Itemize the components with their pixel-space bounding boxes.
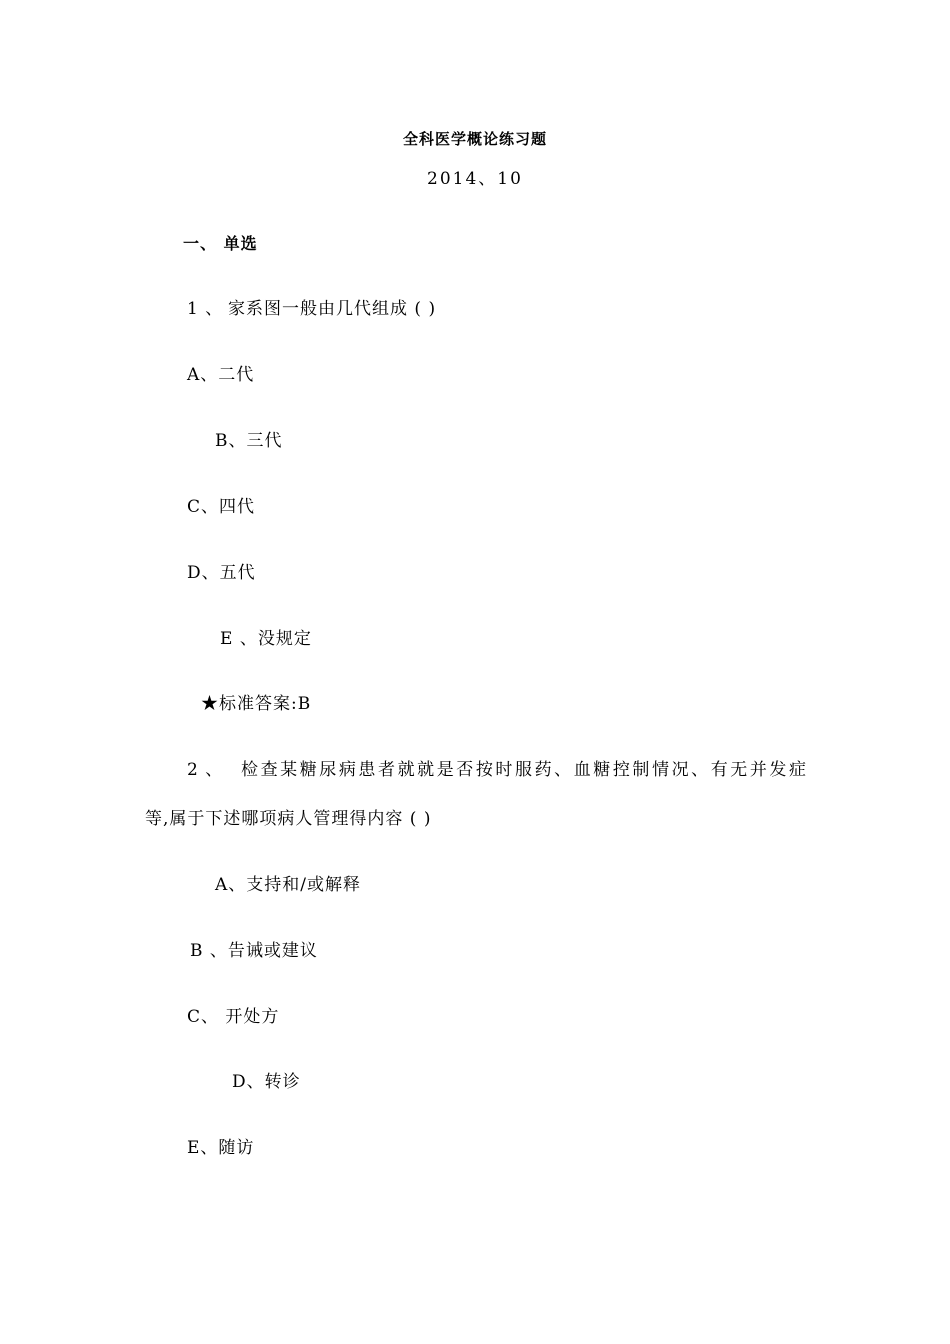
option-c: C、四代 [187,497,256,517]
option-b: B 、告诫或建议 [190,941,318,961]
option-e: E 、没规定 [220,629,312,649]
question-stem-line-2: 等,属于下述哪项病人管理得内容 ( ) [145,809,432,829]
question-number: 1 、 [187,299,224,319]
option-e: E、随访 [187,1138,255,1158]
option-d: D、五代 [187,563,256,583]
section-heading: 一、 单选 [183,234,258,253]
answer-key: ★标准答案:B [201,694,312,714]
option-a: A、二代 [187,365,255,385]
document-title: 全科医学概论练习题 [402,130,547,148]
document-date: 2014、10 [427,169,523,189]
question-stem-line-1: 检查某糖尿病患者就就是否按时服药、血糖控制情况、有无并发症 [241,760,807,780]
option-b: B、三代 [215,431,283,451]
question-number: 2 、 [187,760,224,780]
question-stem: 家系图一般由几代组成 ( ) [228,299,437,319]
option-a: A、支持和/或解释 [215,875,362,895]
option-c: C、 开处方 [187,1007,280,1027]
option-d: D、转诊 [232,1072,301,1092]
